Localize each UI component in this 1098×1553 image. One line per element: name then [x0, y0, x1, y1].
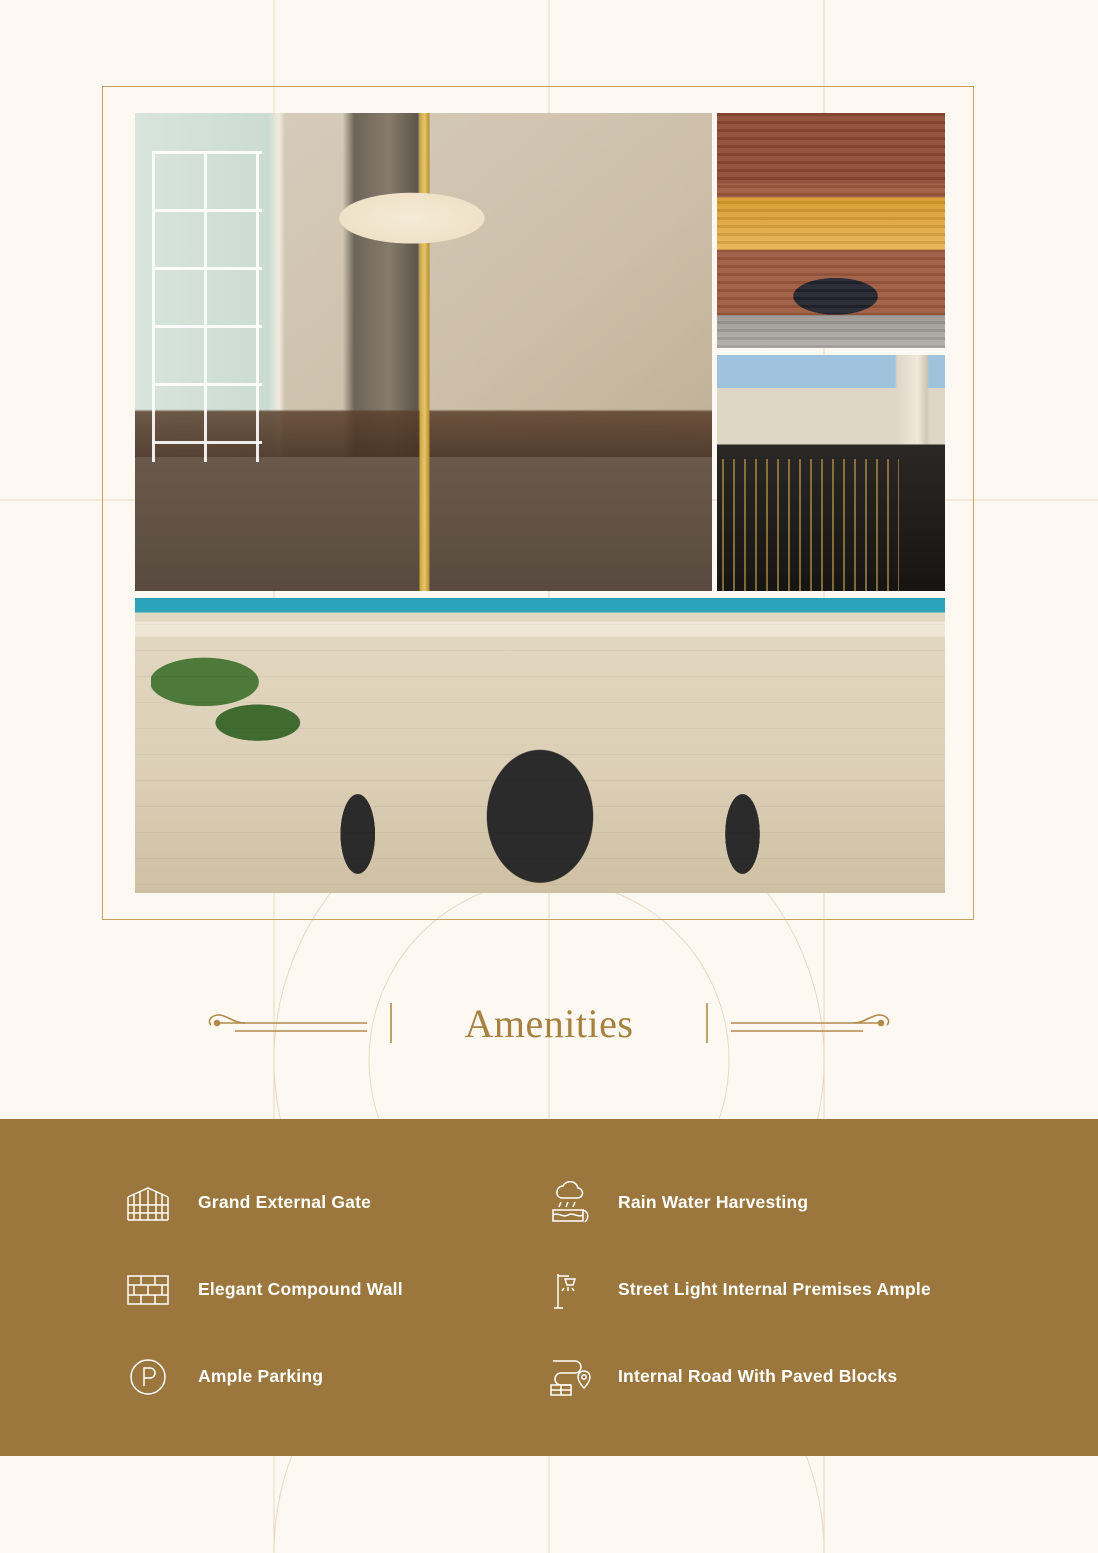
parking-icon: [120, 1349, 176, 1405]
amenity-label: Ample Parking: [198, 1366, 324, 1386]
amenity-item: [120, 1246, 520, 1333]
amenity-item: [540, 1333, 1020, 1420]
page-title: Amenities: [464, 1000, 634, 1046]
brick-wall-icon: [120, 1262, 176, 1318]
amenity-label: Internal Road With Paved Blocks: [618, 1366, 898, 1386]
gallery-grid: [135, 113, 945, 893]
amenities-band: [0, 1119, 1098, 1456]
amenity-item: [540, 1246, 1020, 1333]
flourish-right-icon: [703, 993, 893, 1053]
amenities-list: [120, 1159, 1020, 1420]
flourish-left-icon: [205, 993, 395, 1053]
living-room-photo: [135, 113, 712, 591]
gallery-frame: [102, 86, 974, 920]
amenity-label: Elegant Compound Wall: [198, 1279, 403, 1299]
covered-parking-photo: [717, 113, 945, 348]
amenity-label: Grand External Gate: [198, 1192, 372, 1212]
paved-road-icon: [540, 1349, 596, 1405]
amenity-label: Street Light Internal Premises Ample: [618, 1279, 931, 1299]
entrance-gate-photo: [717, 355, 945, 591]
amenity-item: [120, 1159, 520, 1246]
amenity-item: [540, 1159, 1020, 1246]
building-facade-photo: [135, 598, 945, 893]
gate-icon: [120, 1175, 176, 1231]
rain-water-icon: [540, 1175, 596, 1231]
section-title-row: [0, 975, 1098, 1071]
street-light-icon: [540, 1262, 596, 1318]
amenity-label: Rain Water Harvesting: [618, 1192, 809, 1212]
amenity-item: [120, 1333, 520, 1420]
